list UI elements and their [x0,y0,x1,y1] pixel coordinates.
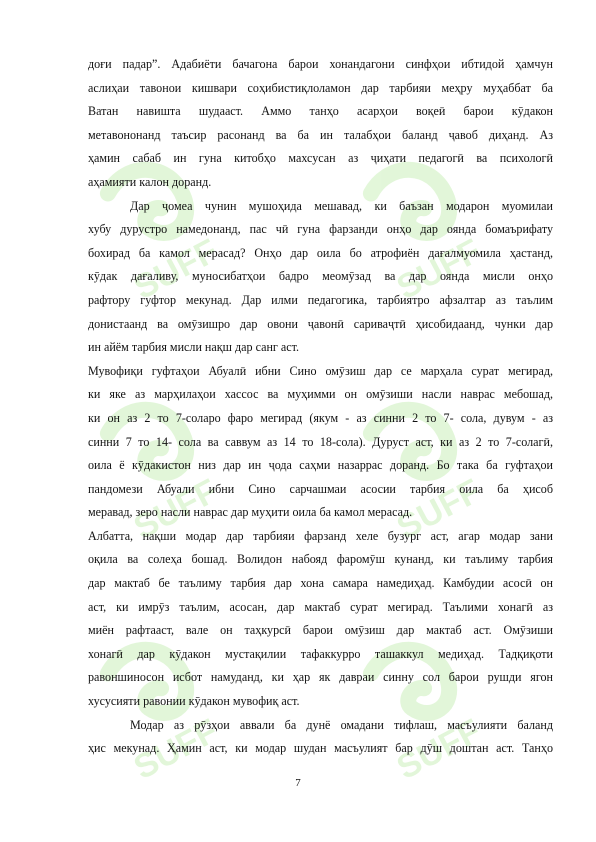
svg-text:SUFF: SUFF [390,471,488,548]
paragraph [88,714,553,761]
text-line: ки яке аз марҳилаҳои хассос ва муҳимми он омӯзиши насли наврас мебошад, [88,387,553,402]
text-line: доғи падар”. Адабиёти бачагона барои хонандагони синфҳои ибтидой ҳамчун [88,57,553,71]
text-line: пандомези Абуали ибни Сино сарчашмаи асосии тарбия оила ба ҳисоб [88,481,553,496]
text-line: аҳамияти калон доранд. [88,174,212,189]
text-line: хусусияти равонии кӯдакон мувофиқ аст. [88,694,300,709]
text-line: синни 7 то 14- сола ва саввум аз 14 то 18-сола). Дуруст аст, ки аз 2 то 7-солагӣ, [88,434,553,449]
text-line: Албатта, нақши модар дар тарбияи фарзанд хеле бузург аст, агар модар зани [88,528,553,543]
text-line: оила ё кӯдакистон низ дар ин ҷода саҳми назаррас доранд. Бо така ба гуфтаҳои [88,458,553,473]
svg-text:SUFF: SUFF [390,711,488,788]
paragraph [88,195,553,360]
text-line: равоншиносон исбот намуданд, ки ҳар як давраи синну сол барои рушди ягон [88,670,553,685]
body-text [88,53,553,761]
text-line: ҳамин сабаб ин гуна китобҳо махсусан аз ҷиҳати педагогӣ ва психологӣ [88,151,553,166]
text-line: аслиҳаи тавонои кишвари соҳибистиқлоламон дар тарбияи меҳру муҳаббат ба [88,80,553,95]
text-line: Дар ҷомеа чунин мушоҳида мешавад, ки баъзан модарон муомилаи [130,198,553,213]
svg-text:SUFF: SUFF [127,231,225,308]
text-line: хубу дурустро намедонанд, пас чӣ гуна фарзанди онҳо дар оянда бомаърифату [88,222,553,237]
text-line: Мувофиқи гуфтаҳои Абуалӣ ибни Сино омӯзиш дар се марҳала сурат мегирад, [88,363,553,378]
svg-text:SUFF: SUFF [127,471,225,548]
text-line: оқила ва солеҳа бошад. Волидон набояд фаромӯш кунанд, ки таълиму тарбия [88,552,553,567]
text-line: рафтору гуфтор мекунад. Дар илми педагогика, тарбиятро афзалтар аз таълим [88,292,553,307]
text-line: донистаанд ва омӯзишро дар овони ҷавонӣ сариваҷтӣ ҳисобидаанд, чунки дар [88,316,553,331]
paragraph [88,53,553,195]
text-line: ҳис мекунад. Ҳамин аст, ки модар шудан масъулият бар дӯш доштан аст. Танҳо [88,741,553,756]
paragraph [88,525,553,714]
text-line: ки он аз 2 то 7-соларо фаро мегирад (якум - аз синни 2 то 7- сола, дувум - аз [88,410,553,425]
svg-text:SUFF: SUFF [127,711,225,788]
text-line: ин айём тарбия мисли нақш дар санг аст. [88,340,300,355]
text-line: дар мактаб бе таълиму тарбия дар хона самара намедиҳад. Камбудии асосӣ он [88,576,553,591]
svg-text:SUFF: SUFF [390,231,488,308]
text-line: Ватан навишта шудааст. Аммо танҳо асарҳои воқеӣ барои кӯдакон [88,104,553,119]
text-line: метавононанд таъсир расонанд ва ба ин талабҳои баланд ҷавоб диҳанд. Аз [88,127,553,142]
text-line: Модар аз рӯзҳои аввали ба дунё омадани тифлаш, масъулияти баланд [130,717,553,732]
text-line: миён рафтааст, вале он таҳкурсӣ барои омӯзиш дар мактаб аст. Омӯзиши [88,623,553,638]
text-line: аст, ки имрӯз таълим, асосан, дар мактаб сурат мегирад. Таълими хонагӣ аз [88,599,553,614]
text-line: бохирад ба камол мерасад? Онҳо дар оила бо атрофиён дағалмуомила ҳастанд, [88,245,553,260]
text-line: меравад, зеро насли наврас дар муҳити оила ба камол мерасад. [88,505,413,520]
page-number: 7 [295,777,301,789]
text-line: кӯдак дағаливу, муносибатҳои бадро меомӯзад ва дар оянда мисли онҳо [88,269,553,284]
paragraph [88,360,553,525]
text-line: хонагӣ дар кӯдакон мустақилии тафаккурро ташаккул медиҳад. Тадқиқоти [88,646,553,661]
